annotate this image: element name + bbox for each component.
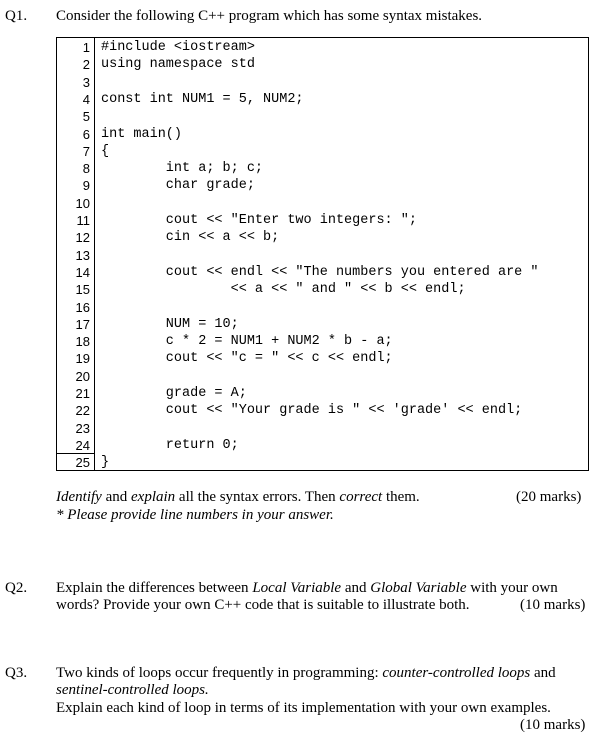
code-line: return 0; xyxy=(101,437,239,453)
line-number: 25 xyxy=(75,455,90,471)
q1-number: Q1. xyxy=(5,8,28,24)
code-line: char grade; xyxy=(101,178,255,194)
code-line: } xyxy=(101,455,110,471)
q3-counter-controlled: counter-controlled loops xyxy=(382,665,531,681)
line-number: 1 xyxy=(82,40,90,55)
q2-line1 xyxy=(56,580,558,597)
line-number: 14 xyxy=(75,264,90,280)
code-line: { xyxy=(101,143,110,159)
code-line: cout << "c = " << c << endl; xyxy=(101,351,393,367)
line-number: 18 xyxy=(75,334,90,350)
q1-prompt: Consider the following C++ program which has some syntax mistakes. xyxy=(56,8,483,24)
q3-marks: (10 marks) xyxy=(520,717,586,733)
code-line: const int NUM1 = 5, NUM2; xyxy=(101,91,304,107)
line-number: 7 xyxy=(82,143,90,159)
line-number: 8 xyxy=(82,161,90,177)
line-number: 15 xyxy=(75,282,90,298)
line-number: 24 xyxy=(75,437,90,453)
code-line: #include <iostream> xyxy=(101,40,255,55)
code-line: using namespace std xyxy=(101,57,255,73)
q1-instr-end: them. xyxy=(382,489,420,505)
line-number: 2 xyxy=(82,57,90,73)
q3-l1a: Two kinds of loops occur frequently in programming: xyxy=(56,665,383,681)
code-line: cin << a << b; xyxy=(101,230,280,246)
q1-instr-identify: Identify xyxy=(56,489,102,505)
q2-l1e: with your own xyxy=(466,580,558,596)
line-number: 4 xyxy=(82,91,90,107)
q2-global-variable: Global Variable xyxy=(370,580,467,596)
q2-number: Q2. xyxy=(5,580,28,596)
line-number: 11 xyxy=(76,213,90,228)
code-line: cout << "Enter two integers: "; xyxy=(101,213,417,228)
line-number: 16 xyxy=(75,299,90,315)
line-number: 17 xyxy=(75,316,90,332)
q2-l1a: Explain the differences between xyxy=(56,580,253,596)
code-line: int a; b; c; xyxy=(101,161,264,177)
q2-marks: (10 marks) xyxy=(520,597,586,613)
code-line: grade = A; xyxy=(101,386,247,401)
gutter-rule xyxy=(57,453,94,454)
code-line: << a << " and " << b << endl; xyxy=(101,282,466,298)
q3-number: Q3. xyxy=(5,665,28,681)
q1-instr-mid: all the syntax errors. Then xyxy=(175,489,340,505)
line-number: 12 xyxy=(75,230,90,246)
q2-l1c: and xyxy=(341,580,371,596)
code-line: c * 2 = NUM1 + NUM2 * b - a; xyxy=(101,334,393,350)
q1-instr-explain: explain xyxy=(131,489,176,505)
q1-note: * Please provide line numbers in your answer. xyxy=(56,507,334,523)
q1-instruction xyxy=(56,489,420,506)
line-number: 5 xyxy=(82,109,90,125)
q1-instr-and: and xyxy=(101,489,131,505)
line-number-gutter xyxy=(57,38,95,470)
q1-marks: (20 marks) xyxy=(516,489,582,505)
code-line: NUM = 10; xyxy=(101,316,239,332)
code-line: cout << endl << "The numbers you entered are " xyxy=(101,264,539,280)
code-listing xyxy=(56,37,589,471)
line-number: 23 xyxy=(75,420,90,436)
line-number: 22 xyxy=(75,403,90,419)
line-number: 20 xyxy=(75,368,90,384)
line-number: 3 xyxy=(82,74,90,90)
line-number: 6 xyxy=(82,126,90,142)
q1-instr-correct: correct xyxy=(339,489,383,505)
q3-line2: sentinel-controlled loops. xyxy=(56,682,209,698)
q3-l1c: and xyxy=(530,665,556,681)
code-line: int main() xyxy=(101,126,183,142)
line-number: 13 xyxy=(75,247,90,263)
q2-local-variable: Local Variable xyxy=(252,580,342,596)
q3-line1 xyxy=(56,665,556,682)
code-line: cout << "Your grade is " << 'grade' << endl; xyxy=(101,403,523,419)
line-number: 9 xyxy=(82,178,90,194)
line-number: 19 xyxy=(75,351,90,367)
q3-line3: Explain each kind of loop in terms of its implementation with your own examples. xyxy=(56,700,551,716)
line-number: 10 xyxy=(75,195,90,211)
line-number: 21 xyxy=(75,386,90,401)
q2-line2: words? Provide your own C++ code that is suitable to illustrate both. xyxy=(56,597,470,613)
